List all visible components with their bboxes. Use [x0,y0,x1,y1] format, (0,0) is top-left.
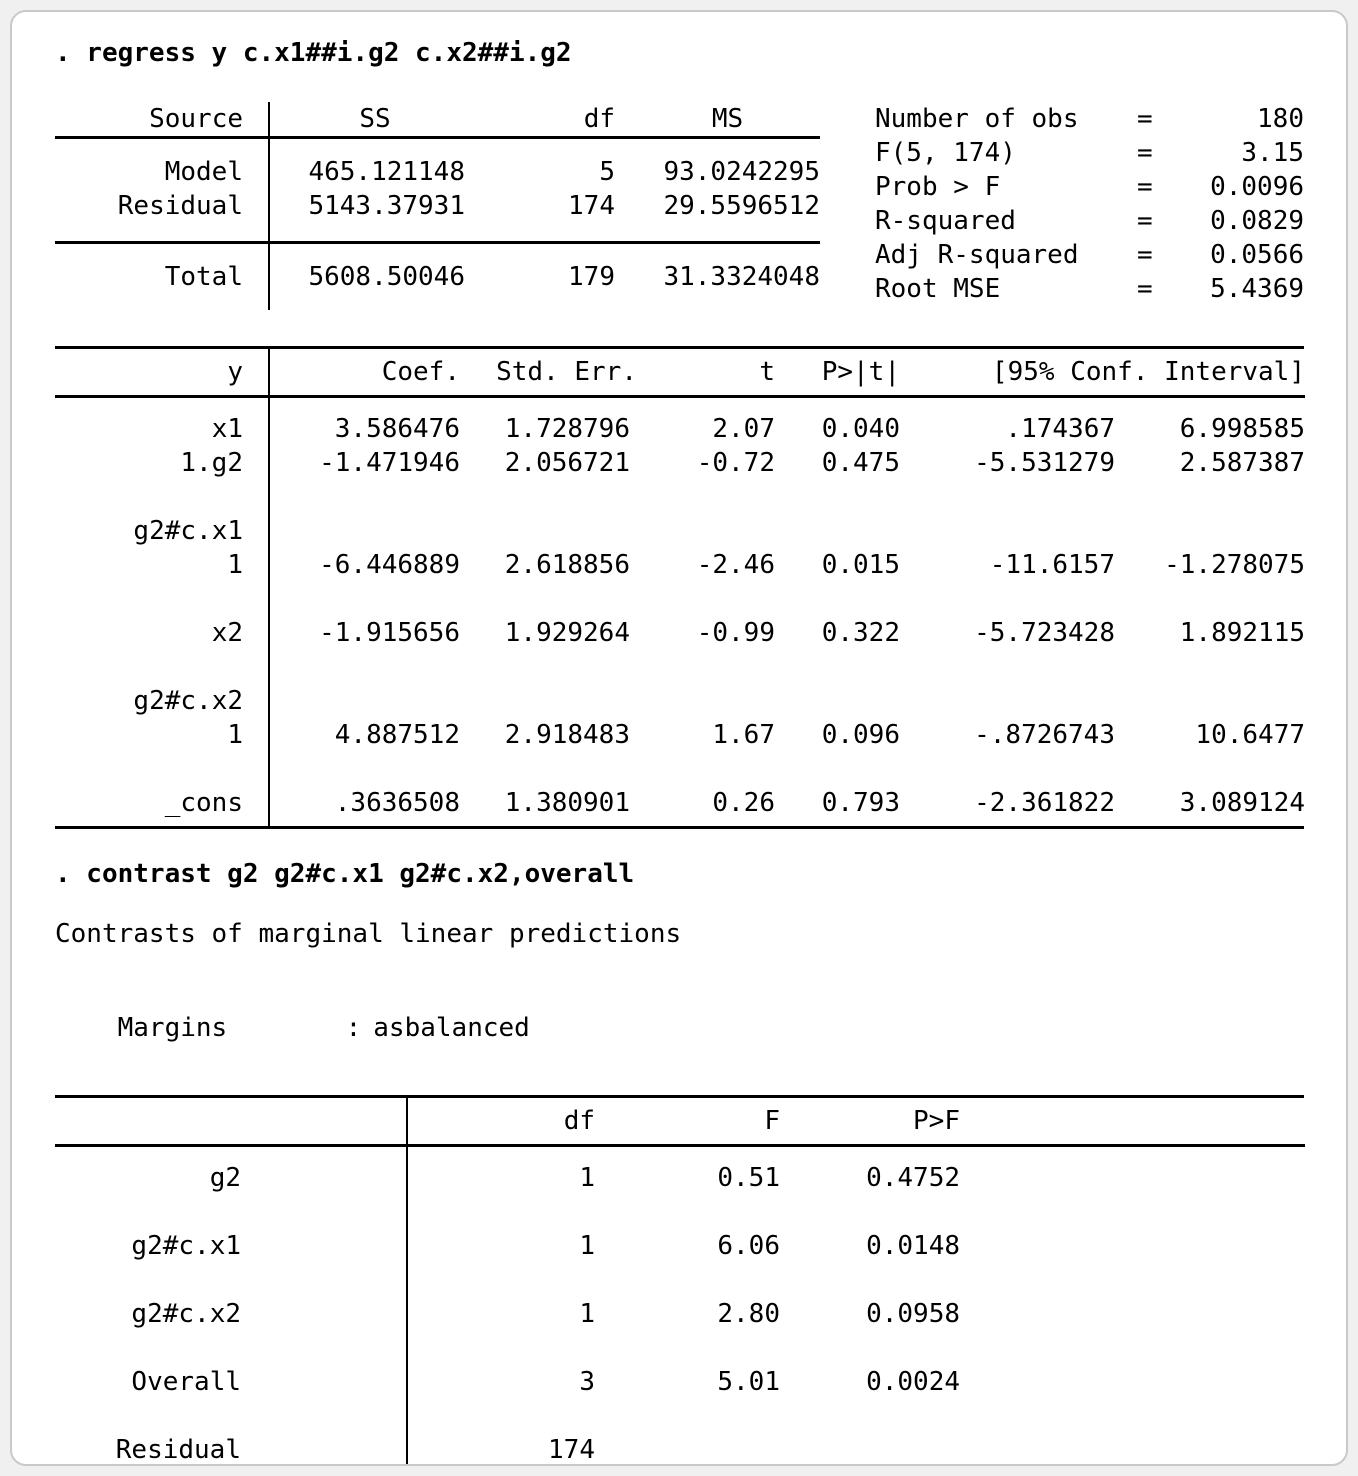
anova-ms-value: 93.0242295 [663,157,820,187]
empty-cells [270,514,1305,548]
stat-value: 180 [1257,104,1304,134]
stat-root-mse [875,272,1304,306]
contrast-row-label: Overall [55,1365,408,1399]
contrast-p: 0.0958 [866,1299,960,1329]
spacer-row [408,1195,1305,1229]
contrast-df: 1 [579,1163,595,1193]
p-value: 0.475 [821,448,900,478]
stat-label: R-squared [875,206,1016,236]
coef-value: 4.887512 [334,720,460,750]
margins-label: Margins [117,1013,228,1043]
equals-sign: = [1137,240,1153,270]
anova-ss-value: 465.121148 [308,157,465,187]
contrast-command: . contrast g2 g2#c.x1 g2#c.x2,overall [55,859,635,889]
coef-header-t: t [645,349,790,398]
anova-source-label: Model [55,139,270,189]
stderr-value: 1.380901 [504,788,630,818]
anova-ss-value: 5608.50046 [308,262,465,292]
spacer-row [270,650,1305,684]
stat-value: 5.4369 [1210,274,1304,304]
anova-df-value: 5 [599,157,615,187]
stderr-value: 1.929264 [504,618,630,648]
spacer-row [55,752,270,786]
contrast-filler [965,1433,1305,1466]
contrast-filler [965,1365,1305,1399]
coef-header-p: P>|t| [790,349,915,398]
coef-value: -1.915656 [319,618,460,648]
spacer-row [408,1399,1305,1433]
contrast-df: 3 [579,1367,595,1397]
coef-group-label: g2#c.x1 [55,514,270,548]
coef-row-label: 1 [55,718,270,752]
coefficient-table [55,346,1304,829]
anova-ms-value: 29.5596512 [635,189,820,244]
stderr-value: 2.918483 [504,720,630,750]
t-value: -2.46 [696,550,775,580]
spacer-row [270,752,1305,786]
contrast-row-label: g2#c.x2 [55,1297,408,1331]
contrast-p [790,1433,965,1466]
contrast-table [55,1095,1304,1466]
coef-value: 3.586476 [334,414,460,444]
spacer-row [55,1263,408,1297]
contrast-p: 0.0148 [866,1231,960,1261]
t-value: 1.67 [712,720,775,750]
contrast-f [610,1433,790,1466]
anova-table [55,102,820,310]
stat-r-squared [875,204,1304,238]
contrast-p: 0.4752 [866,1163,960,1193]
coef-row-label: 1 [55,548,270,582]
contrast-f: 6.06 [717,1231,780,1261]
ci-high: 10.6477 [1195,720,1305,750]
ci-low: .174367 [1005,414,1115,444]
anova-df-value: 179 [568,262,615,292]
anova-ss-value: 5143.37931 [270,189,480,244]
coef-value: -6.446889 [319,550,460,580]
stderr-value: 1.728796 [504,414,630,444]
t-value: -0.99 [696,618,775,648]
stat-prob-f [875,170,1304,204]
stderr-value: 2.618856 [504,550,630,580]
ci-low: -11.6157 [989,550,1115,580]
coef-row-label: 1.g2 [55,446,270,480]
ci-low: -.8726743 [974,720,1115,750]
contrast-f: 0.51 [717,1163,780,1193]
contrast-filler [965,1297,1305,1331]
stat-label: Adj R-squared [875,240,1079,270]
stat-label: Root MSE [875,274,1001,304]
model-stats [875,102,1304,310]
contrast-f: 5.01 [717,1367,780,1397]
contrast-header-filler [965,1098,1305,1147]
coef-row-label: x2 [55,616,270,650]
spacer-row [55,1331,408,1365]
stat-f [875,136,1304,170]
ci-high: 3.089124 [1179,788,1305,818]
anova-header-source: Source [55,102,270,139]
equals-sign: = [1137,274,1153,304]
contrast-row-label: g2#c.x1 [55,1229,408,1263]
anova-header-ss: SS [270,102,480,139]
contrast-header-empty [55,1098,408,1147]
coef-header-stderr: Std. Err. [475,349,645,398]
anova-ms-value: 31.3324048 [663,262,820,292]
contrast-header-df: df [408,1098,610,1147]
margins-line [55,977,1304,1079]
coef-header-depvar: y [55,349,270,398]
anova-df-value: 174 [480,189,635,244]
contrast-filler [965,1229,1305,1263]
spacer-row [408,1263,1305,1297]
spacer-row [55,582,270,616]
empty-cells [270,684,1305,718]
contrast-row-label: g2 [55,1147,408,1195]
coef-header-coef: Coef. [270,349,475,398]
ci-low: -5.531279 [974,448,1115,478]
coef-value: .3636508 [334,788,460,818]
stat-adj-r-squared [875,238,1304,272]
coef-row-label: _cons [55,786,270,826]
spacer-row [55,1399,408,1433]
equals-sign: = [1137,104,1153,134]
contrast-f: 2.80 [717,1299,780,1329]
anova-source-label: Total [55,244,270,310]
anova-header-df: df [480,102,635,139]
coef-row-label: x1 [55,398,270,446]
coef-value: -1.471946 [319,448,460,478]
stata-output-card [10,10,1348,1466]
stat-label: Number of obs [875,104,1079,134]
spacer-row [55,650,270,684]
p-value: 0.015 [821,550,900,580]
stat-value: 0.0566 [1210,240,1304,270]
p-value: 0.793 [821,788,900,818]
spacer-row [408,1331,1305,1365]
t-value: -0.72 [696,448,775,478]
p-value: 0.322 [821,618,900,648]
anova-header-ms: MS [635,102,820,139]
stat-value: 0.0096 [1210,172,1304,202]
spacer-row [55,480,270,514]
contrast-header-p: P>F [790,1098,965,1147]
ci-high: -1.278075 [1164,550,1305,580]
contrast-p: 0.0024 [866,1367,960,1397]
equals-sign: = [1137,206,1153,236]
stat-value: 0.0829 [1210,206,1304,236]
ci-high: 2.587387 [1179,448,1305,478]
t-value: 2.07 [712,414,775,444]
regress-command: . regress y c.x1##i.g2 c.x2##i.g2 [55,38,572,68]
equals-sign: = [1137,172,1153,202]
ci-high: 1.892115 [1179,618,1305,648]
spacer-row [270,582,1305,616]
spacer-row [55,1195,408,1229]
p-value: 0.096 [821,720,900,750]
stat-label: Prob > F [875,172,1001,202]
p-value: 0.040 [821,414,900,444]
contrast-filler [965,1147,1305,1195]
ci-high: 6.998585 [1179,414,1305,444]
coef-group-label: g2#c.x2 [55,684,270,718]
stat-number-of-obs [875,102,1304,136]
anova-source-label: Residual [55,189,270,244]
margins-value: asbalanced [373,1013,530,1043]
stat-label: F(5, 174) [875,138,1016,168]
equals-sign: = [1137,138,1153,168]
stderr-value: 2.056721 [504,448,630,478]
contrast-df: 1 [579,1231,595,1261]
ci-low: -5.723428 [974,618,1115,648]
stat-value: 3.15 [1241,138,1304,168]
contrast-df: 1 [579,1299,595,1329]
ci-low: -2.361822 [974,788,1115,818]
contrast-df: 174 [548,1435,595,1465]
anova-section [55,102,1304,310]
contrast-title: Contrasts of marginal linear predictions [55,919,682,949]
contrast-header-f: F [610,1098,790,1147]
t-value: 0.26 [712,788,775,818]
contrast-row-label: Residual [55,1433,408,1466]
spacer-row [270,480,1305,514]
coef-header-ci: [95% Conf. Interval] [915,349,1305,398]
margins-separator: : [345,1013,362,1043]
